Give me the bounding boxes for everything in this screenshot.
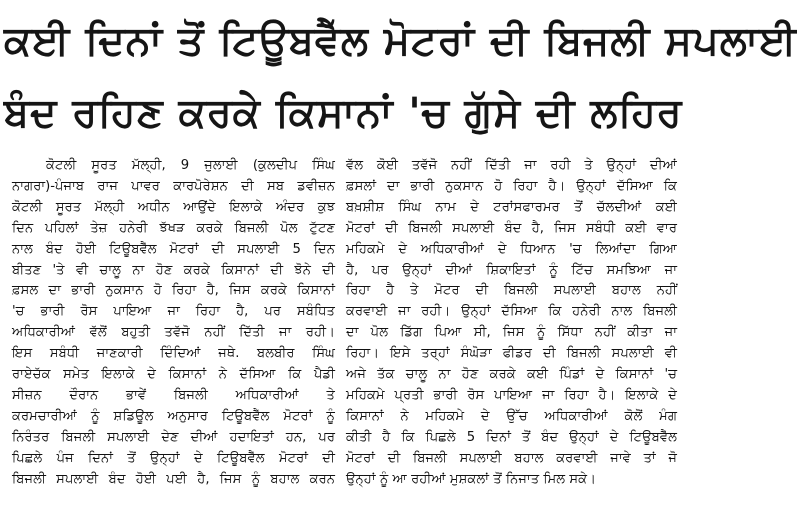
article-line: ਰਿਹਾ ਹੈ ਤੇ ਮੋਟਰ ਦੀ ਬਿਜਲੀ ਸਪਲਾਈ ਬਹਾਲ ਨਹੀਂ xyxy=(346,283,677,299)
article-line: ਬਖ਼ਸ਼ੀਸ਼ ਸਿੰਘ ਨਾਮ ਦੇ ਟਰਾਂਸਫਾਰਮਰ ਤੋਂ ਚੱਲਦੀਆਂ ਕਈ xyxy=(346,199,677,215)
article-line: ਰਿਹਾ। ਇਸੇ ਤਰ੍ਹਾਂ ਸੰਘੋੜਾ ਫੀਡਰ ਦੀ ਬਿਜਲੀ ਸਪਲਾਈ ਵੀ xyxy=(346,346,677,362)
article-column-left xyxy=(12,156,335,524)
article-line: ਹੈ, ਪਰ ਉਨ੍ਹਾਂ ਦੀਆਂ ਸ਼ਿਕਾਇਤਾਂ ਨੂੰ ਟਿੱਚ ਸਮਝਿਆ ਜਾ xyxy=(346,262,677,278)
article-line: ਉਨ੍ਹਾਂ ਨੂੰ ਆ ਰਹੀਆਂ ਮੁਸ਼ਕਲਾਂ ਤੋਂ ਨਿਜਾਤ ਮਿਲ ਸਕੇ। xyxy=(346,471,597,487)
article-line: ਦਿਨ ਪਹਿਲਾਂ ਤੇਜ਼ ਹਨੇਰੀ ਝੱਖੜ ਕਰਕੇ ਬਿਜਲੀ ਪੋਲ ਟੁੱਟਣ xyxy=(12,220,335,236)
article-line: ਕੋਟਲੀ ਸੂਰਤ ਮੱਲ੍ਹੀ ਅਧੀਨ ਆਉਂਦੇ ਇਲਾਕੇ ਅੰਦਰ ਕੁਝ xyxy=(12,199,335,215)
article-line: ਨਾਲ ਬੰਦ ਹੋਈ ਟਿਊਬਵੈੱਲ ਮੋਟਰਾਂ ਦੀ ਸਪਲਾਈ 5 ਦਿਨ xyxy=(12,241,335,257)
article-line: ਮਹਿਕਮੇ ਦੇ ਅਧਿਕਾਰੀਆਂ ਦੇ ਧਿਆਨ 'ਚ ਲਿਆਂਦਾ ਗਿਆ xyxy=(346,241,677,257)
article-line: ਫ਼ਸਲ ਦਾ ਭਾਰੀ ਨੁਕਸਾਨ ਹੋ ਰਿਹਾ ਹੈ, ਜਿਸ ਕਰਕੇ ਕਿਸਾਨਾਂ xyxy=(12,283,335,299)
article-line: ਬੀਤਣ 'ਤੇ ਵੀ ਚਾਲੂ ਨਾ ਹੋਣ ਕਰਕੇ ਕਿਸਾਨਾਂ ਦੀ ਝੋਨੇ ਦੀ xyxy=(12,262,335,278)
article-line: ਮੋਟਰਾਂ ਦੀ ਬਿਜਲੀ ਸਪਲਾਈ ਬਹਾਲ ਕਰਵਾਈ ਜਾਵੇ ਤਾਂ ਜੋ xyxy=(346,450,677,466)
article-line: ਕਿਸਾਨਾਂ ਨੇ ਮਹਿਕਮੇ ਦੇ ਉੱਚ ਅਧਿਕਾਰੀਆਂ ਕੋਲੋਂ ਮੰਗ xyxy=(346,408,677,424)
article-line: ਫ਼ਸਲਾਂ ਦਾ ਭਾਰੀ ਨੁਕਸਾਨ ਹੋ ਰਿਹਾ ਹੈ। ਉਨ੍ਹਾਂ ਦੱਸਿਆ ਕਿ xyxy=(346,178,677,194)
article-line: ਵੱਲ ਕੋਈ ਤਵੱਜੋ ਨਹੀਂ ਦਿੱਤੀ ਜਾ ਰਹੀ ਤੇ ਉਨ੍ਹਾਂ ਦੀਆਂ xyxy=(346,158,677,173)
article-line: ਨਾਗਰਾ)-ਪੰਜਾਬ ਰਾਜ ਪਾਵਰ ਕਾਰਪੋਰੇਸ਼ਨ ਦੀ ਸਬ ਡਵੀਜ਼ਨ xyxy=(12,178,335,194)
article-line: 'ਚ ਭਾਰੀ ਰੋਸ ਪਾਇਆ ਜਾ ਰਿਹਾ ਹੈ, ਪਰ ਸਬੰਧਿਤ xyxy=(12,304,335,320)
article-line: ਦਾ ਪੋਲ ਡਿੱਗ ਪਿਆ ਸੀ, ਜਿਸ ਨੂੰ ਸਿੱਧਾ ਨਹੀਂ ਕੀਤਾ ਜਾ xyxy=(346,325,677,341)
article-line: ਕੀਤੀ ਹੈ ਕਿ ਪਿਛਲੇ 5 ਦਿਨਾਂ ਤੋਂ ਬੰਦ ਉਨ੍ਹਾਂ ਦੇ ਟਿਊਬਵੈੱਲ xyxy=(346,429,677,445)
article-line: ਅਧਿਕਾਰੀਆਂ ਵੱਲੋਂ ਬਹੁਤੀ ਤਵੱਜੋ ਨਹੀਂ ਦਿੱਤੀ ਜਾ ਰਹੀ। xyxy=(12,325,335,341)
article-line: ਮੋਟਰਾਂ ਦੀ ਬਿਜਲੀ ਸਪਲਾਈ ਬੰਦ ਹੈ, ਜਿਸ ਸਬੰਧੀ ਕਈ ਵਾਰ xyxy=(346,220,677,236)
article-line: ਕੋਟਲੀ ਸੂਰਤ ਮੱਲ੍ਹੀ, 9 ਜੁਲਾਈ (ਕੁਲਦੀਪ ਸਿੰਘ xyxy=(46,158,335,173)
article-line: ਪਿਛਲੇ ਪੰਜ ਦਿਨਾਂ ਤੋਂ ਉਨ੍ਹਾਂ ਦੇ ਟਿਊਬਵੈੱਲ ਮੋਟਰਾਂ ਦੀ xyxy=(12,450,335,466)
headline-line-2: ਬੰਦ ਰਹਿਣ ਕਰਕੇ ਕਿਸਾਨਾਂ 'ਚ ਗੁੱਸੇ ਦੀ ਲਹਿਰ xyxy=(4,90,683,136)
headline-line-1: ਕਈ ਦਿਨਾਂ ਤੋਂ ਟਿਊਬਵੈੱਲ ਮੋਟਰਾਂ ਦੀ ਬਿਜਲੀ ਸਪਲਾਈ xyxy=(4,18,797,64)
article-line: ਇਸ ਸਬੰਧੀ ਜਾਣਕਾਰੀ ਦਿੰਦਿਆਂ ਜਥੇ. ਬਲਬੀਰ ਸਿੰਘ xyxy=(12,346,335,362)
article-line: ਮਹਿਕਮੇ ਪ੍ਰਤੀ ਭਾਰੀ ਰੋਸ ਪਾਇਆ ਜਾ ਰਿਹਾ ਹੈ। ਇਲਾਕੇ ਦੇ xyxy=(346,387,677,403)
article-line: ਬਿਜਲੀ ਸਪਲਾਈ ਬੰਦ ਹੋਈ ਪਈ ਹੈ, ਜਿਸ ਨੂੰ ਬਹਾਲ ਕਰਨ xyxy=(12,471,335,487)
article-line: ਨਿਰੰਤਰ ਬਿਜਲੀ ਸਪਲਾਈ ਦੇਣ ਦੀਆਂ ਹਦਾਇਤਾਂ ਹਨ, ਪਰ xyxy=(12,429,335,445)
article-line: ਰਾਏਚੱਕ ਸਮੇਤ ਇਲਾਕੇ ਦੇ ਕਿਸਾਨਾਂ ਨੇ ਦੱਸਿਆ ਕਿ ਪੈਡੀ xyxy=(12,367,335,383)
article-line: ਅਜੇ ਤੱਕ ਚਾਲੂ ਨਾ ਹੋਣ ਕਰਕੇ ਕਈ ਪਿੰਡਾਂ ਦੇ ਕਿਸਾਨਾਂ 'ਚ xyxy=(346,367,677,383)
article-column-right xyxy=(346,156,677,524)
article-line: ਕਰਮਚਾਰੀਆਂ ਨੂੰ ਸ਼ਡਿਊਲ ਅਨੁਸਾਰ ਟਿਊਬਵੈੱਲ ਮੋਟਰਾਂ ਨੂੰ xyxy=(12,408,335,424)
article-line: ਕਰਵਾਈ ਜਾ ਰਹੀ। ਉਨ੍ਹਾਂ ਦੱਸਿਆ ਕਿ ਹਨੇਰੀ ਨਾਲ ਬਿਜਲੀ xyxy=(346,304,677,320)
article-line: ਸੀਜ਼ਨ ਦੌਰਾਨ ਭਾਵੇਂ ਬਿਜਲੀ ਅਧਿਕਾਰੀਆਂ ਤੇ xyxy=(12,387,335,403)
